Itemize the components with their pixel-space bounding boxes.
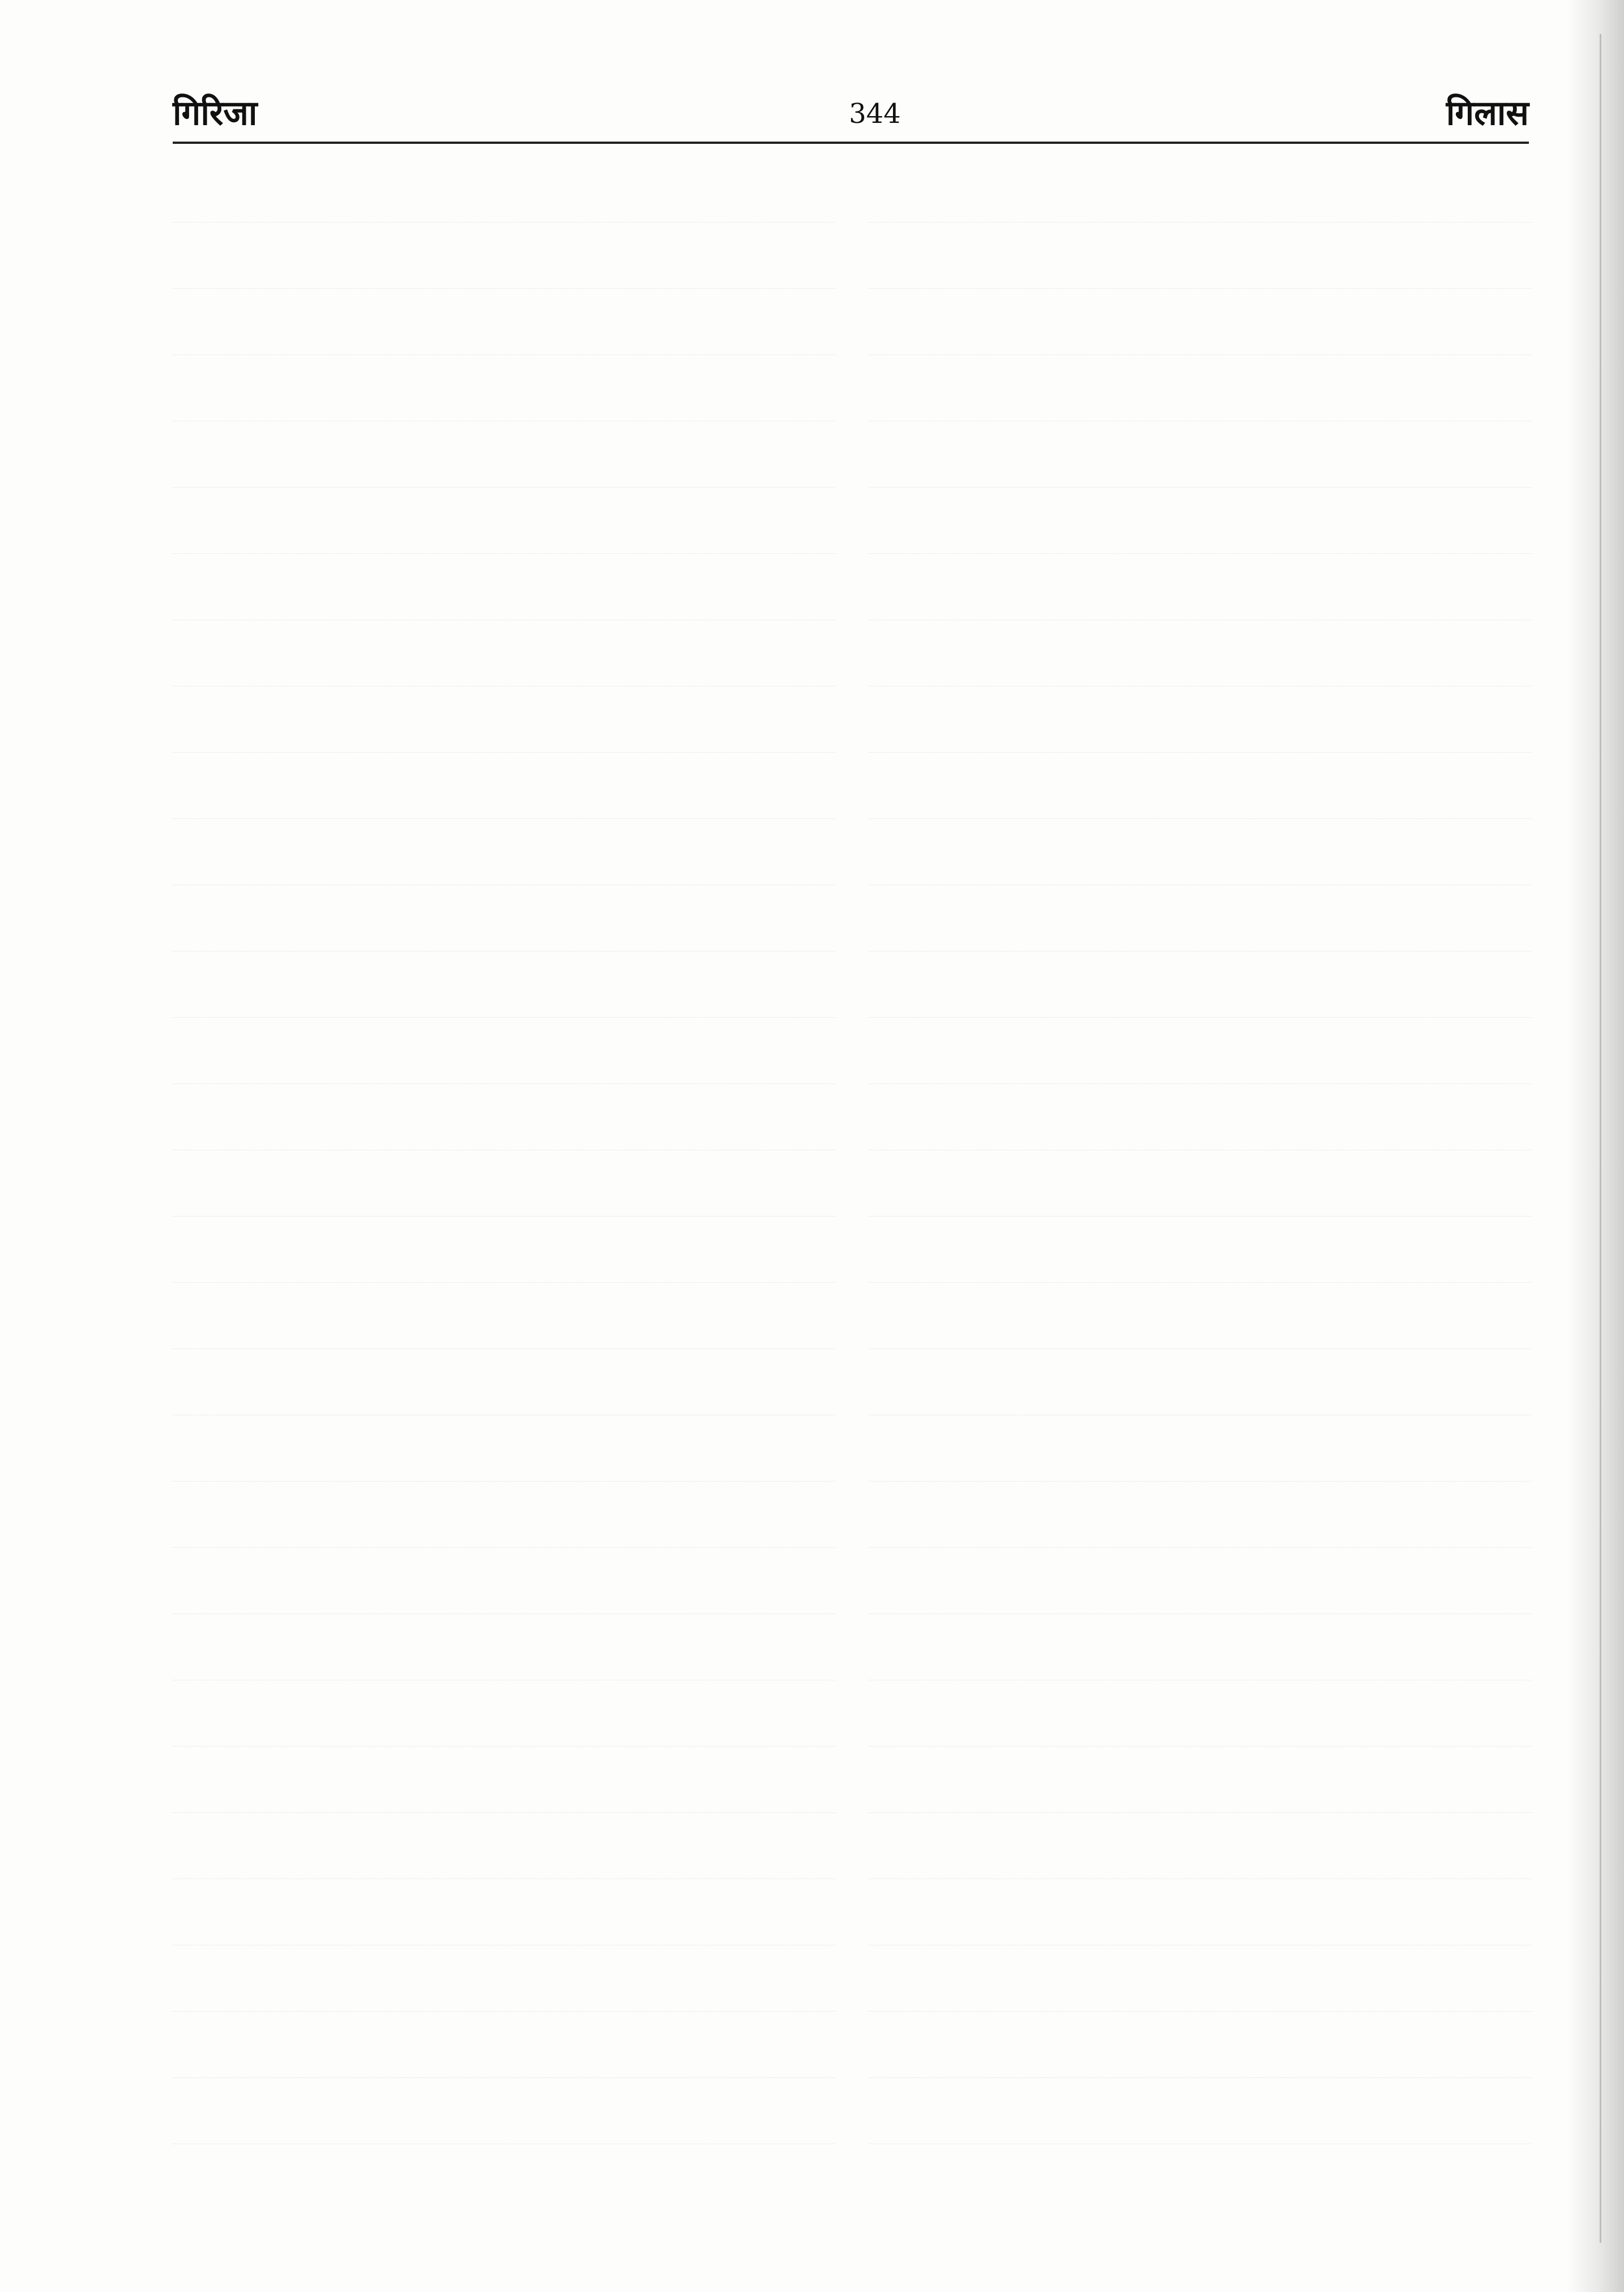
page-number: 344 [849,98,901,130]
dictionary-entry [869,2020,1532,2078]
running-head-last-word: गिलास [1446,93,1529,133]
dictionary-entry [869,1556,1532,1614]
dictionary-entry [869,1755,1532,1813]
dictionary-entry [869,2086,1532,2144]
dictionary-entry [869,1887,1532,1945]
dictionary-entry [173,1423,835,1482]
dictionary-entry [869,164,1532,223]
dictionary-entry [173,827,835,885]
dictionary-entry [173,694,835,753]
dictionary-entry [869,363,1532,421]
dictionary-entry [869,1953,1532,2012]
dictionary-entry [173,1291,835,1349]
dictionary-entry [173,1821,835,1879]
dictionary-entry [173,628,835,686]
dictionary-entry [869,1688,1532,1747]
dictionary-entry [869,893,1532,951]
dictionary-entry [173,1357,835,1415]
dictionary-entry [173,893,835,951]
dictionary-entry [173,1158,835,1217]
dictionary-entry [869,1489,1532,1548]
dictionary-entry [173,496,835,554]
book-spine-line [1600,34,1601,2243]
dictionary-entry [173,231,835,289]
dictionary-entry [869,1026,1532,1084]
dictionary-entry [173,1622,835,1680]
dictionary-entry [869,1224,1532,1283]
left-column [173,164,835,2237]
dictionary-entry [173,2086,835,2144]
dictionary-entry [869,694,1532,753]
dictionary-entry [173,1887,835,1945]
dictionary-entry [173,1953,835,2012]
dictionary-entry [173,1755,835,1813]
dictionary-entry [869,1357,1532,1415]
dictionary-entry [173,959,835,1018]
dictionary-entry [173,1556,835,1614]
dictionary-entry [869,562,1532,620]
dictionary-entry [869,496,1532,554]
dictionary-entry [869,429,1532,488]
dictionary-entry [869,827,1532,885]
dictionary-entry [869,1622,1532,1680]
dictionary-entry [173,1092,835,1150]
dictionary-entry [869,1158,1532,1217]
dictionary-entry [173,1224,835,1283]
dictionary-entry [869,959,1532,1018]
dictionary-entry [173,562,835,620]
dictionary-entry [173,761,835,819]
dictionary-entry [869,1423,1532,1482]
dictionary-entry [173,363,835,421]
dictionary-entry [869,231,1532,289]
dictionary-entry [869,1291,1532,1349]
dictionary-entry [869,1821,1532,1879]
dictionary-entry [173,429,835,488]
dictionary-entry [173,297,835,355]
dictionary-entry [869,1092,1532,1150]
dictionary-entry [173,164,835,223]
dictionary-entry [173,2020,835,2078]
dictionary-entry [869,761,1532,819]
page-header [173,85,1529,147]
dictionary-entry [869,297,1532,355]
dictionary-entry [173,1026,835,1084]
header-rule [173,142,1529,144]
running-head-first-word: गिरिजा [173,93,258,133]
dictionary-entry [173,1688,835,1747]
dictionary-entry [869,628,1532,686]
right-column [869,164,1532,2237]
book-spine-shadow [1567,0,1624,2292]
dictionary-entry [173,1489,835,1548]
